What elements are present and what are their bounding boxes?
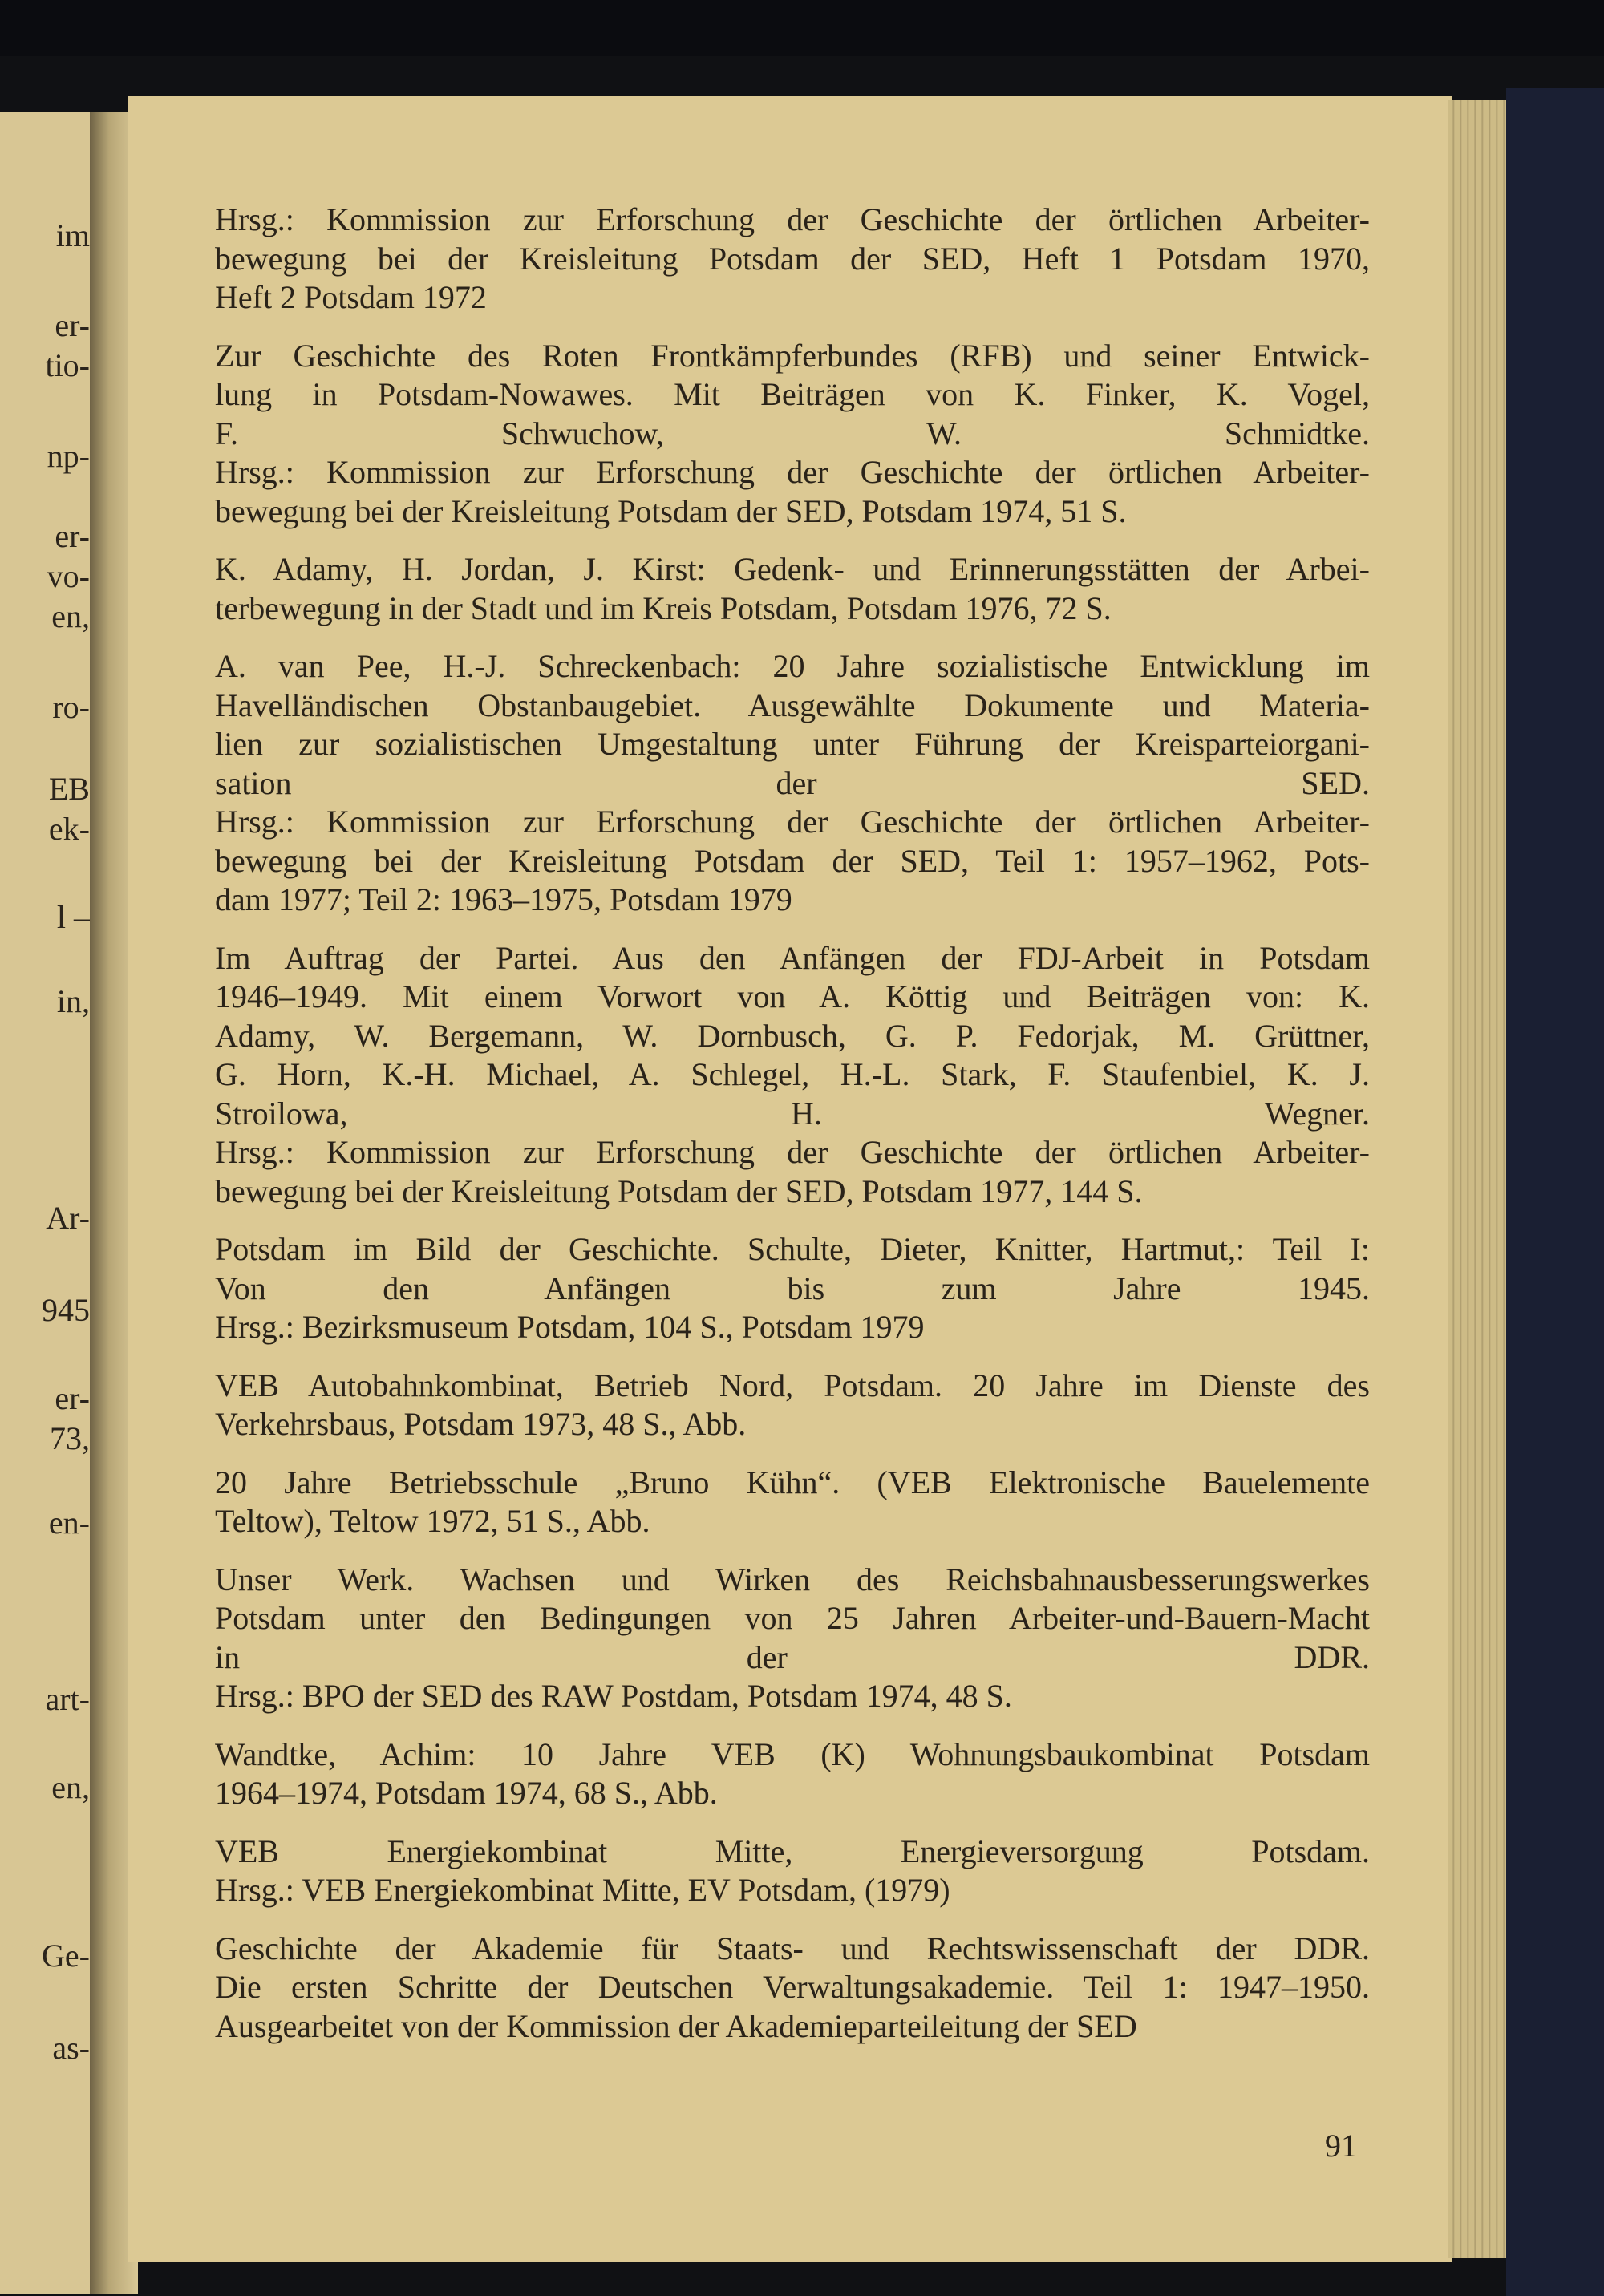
left-page-fragment: art- bbox=[45, 1681, 90, 1717]
entry-line: Hrsg.: Kommission zur Erforschung der Geschichte der örtlichen Arbeiter- bbox=[215, 201, 1370, 237]
bibliography-entry bbox=[215, 200, 1370, 318]
left-page-fragment: tio- bbox=[45, 347, 90, 383]
entry-line: Havelländischen Obstanbaugebiet. Ausgewählte Dokumente und Materia- bbox=[215, 686, 1370, 723]
left-page-fragment: er- bbox=[55, 1380, 90, 1416]
entry-line: lien zur sozialistischen Umgestaltung unter Führung der Kreisparteiorgani- bbox=[215, 726, 1370, 762]
entry-line: 20 Jahre Betriebsschule „Bruno Kühn“. (VEB Elektronische Bauelemente bbox=[215, 1464, 1370, 1500]
entry-line: Hrsg.: Kommission zur Erforschung der Geschichte der örtlichen Arbeiter- bbox=[215, 454, 1370, 490]
left-page-fragment: en, bbox=[51, 598, 90, 634]
left-page-fragment: l – bbox=[56, 899, 90, 935]
entry-line: Hrsg.: Kommission zur Erforschung der Geschichte der örtlichen Arbeiter- bbox=[215, 1134, 1370, 1170]
entry-line: Adamy, W. Bergemann, W. Dornbusch, G. P. Fedorjak, M. Grüttner, bbox=[215, 1017, 1370, 1054]
entry-line: Geschichte der Akademie für Staats- und Rechtswissenschaft der DDR. bbox=[215, 1930, 1370, 1966]
entry-line: Teltow), Teltow 1972, 51 S., Abb. bbox=[215, 1503, 650, 1539]
entry-line: G. Horn, K.-H. Michael, A. Schlegel, H.-L. Stark, F. Staufenbiel, K. J. bbox=[215, 1056, 1370, 1092]
left-page-fragment: Ar- bbox=[46, 1200, 90, 1236]
entry-line: Unser Werk. Wachsen und Wirken des Reichsbahnausbesserungswerkes bbox=[215, 1561, 1370, 1597]
entry-line: lung in Potsdam-Nowawes. Mit Beiträgen von K. Finker, K. Vogel, bbox=[215, 376, 1370, 412]
left-page-fragment: 945 bbox=[42, 1292, 90, 1328]
bibliography-list bbox=[215, 200, 1370, 2065]
page-number: 91 bbox=[1325, 2128, 1357, 2164]
left-page-fragment: EB bbox=[48, 771, 90, 807]
entry-line: 1946–1949. Mit einem Vorwort von A. Köttig und Beiträgen von: K. bbox=[215, 978, 1370, 1014]
left-page-fragment: en, bbox=[51, 1769, 90, 1805]
left-page-fragment: ek- bbox=[48, 811, 90, 847]
entry-line: F. Schwuchow, W. Schmidtke. bbox=[215, 415, 1370, 452]
scan-top-edge bbox=[0, 0, 1604, 56]
bibliography-entry bbox=[215, 337, 1370, 532]
left-page-fragment: er- bbox=[55, 307, 90, 343]
entry-line: bewegung bei der Kreisleitung Potsdam der SED, Potsdam 1977, 144 S. bbox=[215, 1172, 1143, 1209]
entry-line: Hrsg.: VEB Energiekombinat Mitte, EV Potsdam, (1979) bbox=[215, 1872, 950, 1908]
page-edges bbox=[1448, 100, 1508, 2258]
entry-line: Hrsg.: BPO der SED des RAW Postdam, Potsdam 1974, 48 S. bbox=[215, 1678, 1012, 1714]
entry-line: Von den Anfängen bis zum Jahre 1945. bbox=[215, 1269, 1370, 1306]
entry-line: Ausgearbeitet von der Kommission der Akademieparteileitung der SED bbox=[215, 2007, 1137, 2044]
left-page-fragment: 73, bbox=[50, 1420, 90, 1456]
entry-line: 1964–1974, Potsdam 1974, 68 S., Abb. bbox=[215, 1775, 718, 1811]
entry-line: Im Auftrag der Partei. Aus den Anfängen der FDJ-Arbeit in Potsdam bbox=[215, 939, 1370, 976]
left-page-fragment: en- bbox=[48, 1504, 90, 1541]
entry-line: A. van Pee, H.-J. Schreckenbach: 20 Jahre sozialistische Entwicklung im bbox=[215, 648, 1370, 684]
left-page-fragment: in, bbox=[56, 983, 90, 1019]
entry-line: Wandtke, Achim: 10 Jahre VEB (K) Wohnungsbaukombinat Potsdam bbox=[215, 1735, 1370, 1772]
entry-line: terbewegung in der Stadt und im Kreis Potsdam, Potsdam 1976, 72 S. bbox=[215, 589, 1112, 626]
bibliography-entry bbox=[215, 1832, 1370, 1910]
bibliography-entry bbox=[215, 1230, 1370, 1347]
entry-line: VEB Energiekombinat Mitte, Energieversorgung Potsdam. bbox=[215, 1832, 1370, 1869]
entry-line: K. Adamy, H. Jordan, J. Kirst: Gedenk- und Erinnerungsstätten der Arbei- bbox=[215, 551, 1370, 587]
entry-line: Hrsg.: Bezirksmuseum Potsdam, 104 S., Potsdam 1979 bbox=[215, 1309, 925, 1345]
book-binding bbox=[1506, 88, 1604, 2296]
bibliography-entry bbox=[215, 1930, 1370, 2047]
entry-line: VEB Autobahnkombinat, Betrieb Nord, Potsdam. 20 Jahre im Dienste des bbox=[215, 1367, 1370, 1403]
left-page-fragment: vo- bbox=[47, 558, 90, 594]
entry-line: Die ersten Schritte der Deutschen Verwaltungsakademie. Teil 1: 1947–1950. bbox=[215, 1969, 1370, 2005]
entry-line: Stroilowa, H. Wegner. bbox=[215, 1095, 1370, 1132]
left-page-fragment: as- bbox=[52, 2030, 90, 2066]
bibliography-entry bbox=[215, 1735, 1370, 1813]
bibliography-entry bbox=[215, 647, 1370, 920]
left-page-fragment: ro- bbox=[52, 689, 90, 725]
entry-line: bewegung bei der Kreisleitung Potsdam der SED, Heft 1 Potsdam 1970, bbox=[215, 240, 1370, 277]
entry-line: Zur Geschichte des Roten Frontkämpferbundes (RFB) und seiner Entwick- bbox=[215, 337, 1370, 374]
entry-line: Verkehrsbaus, Potsdam 1973, 48 S., Abb. bbox=[215, 1406, 747, 1442]
entry-line: bewegung bei der Kreisleitung Potsdam der SED, Potsdam 1974, 51 S. bbox=[215, 492, 1127, 529]
left-page-fragment: er- bbox=[55, 518, 90, 554]
entry-line: in der DDR. bbox=[215, 1638, 1370, 1675]
left-page-fragment: np- bbox=[47, 438, 90, 474]
entry-line: Hrsg.: Kommission zur Erforschung der Geschichte der örtlichen Arbeiter- bbox=[215, 804, 1370, 840]
left-page-fragment: im bbox=[55, 217, 90, 253]
entry-line: Potsdam unter den Bedingungen von 25 Jahren Arbeiter-und-Bauern-Macht bbox=[215, 1600, 1370, 1636]
bibliography-entry bbox=[215, 1367, 1370, 1444]
left-page-fragment: Ge- bbox=[42, 1938, 90, 1974]
entry-line: Heft 2 Potsdam 1972 bbox=[215, 279, 487, 315]
left-page bbox=[0, 112, 101, 2294]
bibliography-entry bbox=[215, 1561, 1370, 1716]
entry-line: dam 1977; Teil 2: 1963–1975, Potsdam 1979 bbox=[215, 881, 792, 917]
entry-line: sation der SED. bbox=[215, 764, 1370, 801]
bibliography-entry bbox=[215, 550, 1370, 628]
bibliography-entry bbox=[215, 1464, 1370, 1541]
bibliography-entry bbox=[215, 939, 1370, 1212]
entry-line: bewegung bei der Kreisleitung Potsdam der SED, Teil 1: 1957–1962, Pots- bbox=[215, 842, 1370, 879]
entry-line: Potsdam im Bild der Geschichte. Schulte, Dieter, Knitter, Hartmut,: Teil I: bbox=[215, 1231, 1370, 1267]
